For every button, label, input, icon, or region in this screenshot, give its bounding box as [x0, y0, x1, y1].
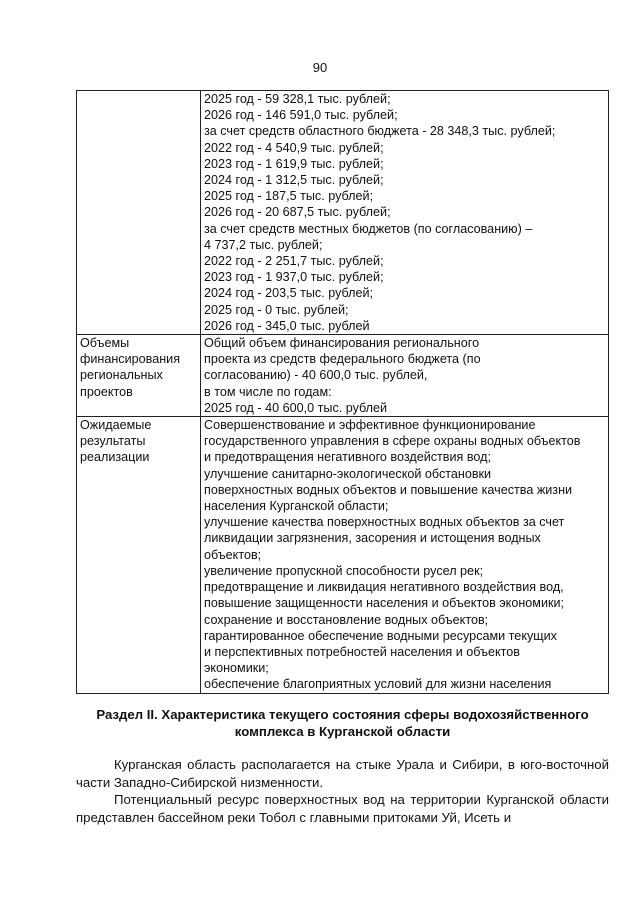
value-line: и предотвращения негативного воздействия вод;	[204, 450, 491, 465]
value-line: 2025 год - 40 600,0 тыс. рублей	[204, 400, 388, 415]
program-passport-table	[76, 90, 609, 694]
value-line: в том числе по годам:	[204, 384, 332, 399]
value-line: 2025 год - 0 тыс. рублей;	[204, 302, 349, 317]
value-line: гарантированное обеспечение водными ресурсами текущих	[204, 628, 557, 643]
row-label-cell	[77, 91, 201, 335]
row-label-line: финансирования	[80, 352, 181, 367]
value-line: 2022 год - 4 540,9 тыс. рублей;	[204, 140, 384, 155]
value-line: 2023 год - 1 619,9 тыс. рублей;	[204, 156, 384, 171]
page-number: 90	[312, 60, 328, 75]
value-line: Общий объем финансирования регионального	[204, 336, 480, 351]
section-title-line: Раздел II. Характеристика текущего состояния сферы водохозяйственного	[96, 707, 589, 722]
paragraph: Потенциальный ресурс поверхностных вод на территории Курганской области представлен бассейном реки Тобол с главными притоками Уй, Исеть и	[76, 792, 609, 825]
paragraph: Курганская область располагается на стыке Урала и Сибири, в юго-восточной части Западно-Сибирской низменности.	[76, 757, 609, 790]
value-line: Совершенствование и эффективное функционирование	[204, 418, 536, 433]
value-line: ликвидации загрязнения, засорения и истощения водных	[204, 531, 541, 546]
row-label-line: Ожидаемые	[80, 418, 152, 433]
row-label-cell	[77, 335, 201, 417]
row-label-line: Объемы	[80, 336, 130, 351]
row-label-line: проектов	[80, 384, 133, 399]
value-line: и перспективных потребностей населения и объектов	[204, 644, 520, 659]
value-line: предотвращение и ликвидация негативного воздействия вод,	[204, 580, 564, 595]
row-label-line: результаты	[80, 434, 146, 449]
row-value-cell	[201, 335, 609, 417]
value-line: 2026 год - 345,0 тыс. рублей	[204, 318, 370, 333]
value-line: повышение защищенности населения и объектов экономики;	[204, 596, 565, 611]
value-line: за счет средств местных бюджетов (по согласованию) –	[204, 221, 533, 236]
value-line: увеличение пропускной способности русел рек;	[204, 563, 484, 578]
row-value-cell	[201, 91, 609, 335]
body-text	[76, 756, 609, 826]
table-row	[77, 335, 609, 417]
value-line: 2022 год - 2 251,7 тыс. рублей;	[204, 254, 384, 269]
value-line: 2026 год - 20 687,5 тыс. рублей;	[204, 205, 391, 220]
value-line: 2025 год - 187,5 тыс. рублей;	[204, 189, 374, 204]
value-line: населения Курганской области;	[204, 499, 389, 514]
value-line: поверхностных водных объектов и повышение качества жизни	[204, 482, 573, 497]
table-row	[77, 417, 609, 693]
row-label-line: региональных	[80, 368, 163, 383]
value-line: за счет средств областного бюджета - 28 348,3 тыс. рублей;	[204, 124, 556, 139]
row-label-cell	[77, 417, 201, 693]
value-line: проекта из средств федерального бюджета (по	[204, 352, 481, 367]
value-line: 2023 год - 1 937,0 тыс. рублей;	[204, 270, 384, 285]
section-title	[76, 706, 609, 740]
value-line: 2025 год - 59 328,1 тыс. рублей;	[204, 92, 391, 106]
value-line: сохранение и восстановление водных объектов;	[204, 612, 489, 627]
value-line: объектов;	[204, 547, 262, 562]
section-title-line: комплекса в Курганской области	[234, 724, 451, 739]
value-line: 2024 год - 1 312,5 тыс. рублей;	[204, 173, 384, 188]
value-line: государственного управления в сфере охраны водных объектов	[204, 434, 581, 449]
value-line: экономики;	[204, 661, 269, 676]
value-line: согласованию) - 40 600,0 тыс. рублей,	[204, 368, 428, 383]
value-line: 4 737,2 тыс. рублей;	[204, 237, 323, 252]
value-line: 2024 год - 203,5 тыс. рублей;	[204, 286, 374, 301]
value-line: улучшение качества поверхностных водных объектов за счет	[204, 515, 565, 530]
table-row	[77, 91, 609, 335]
value-line: обеспечение благоприятных условий для жизни населения	[204, 677, 552, 692]
value-line: улучшение санитарно-экологической обстановки	[204, 466, 492, 481]
value-line: 2026 год - 146 591,0 тыс. рублей;	[204, 108, 398, 123]
row-label-line: реализации	[80, 450, 150, 465]
row-value-cell	[201, 417, 609, 693]
